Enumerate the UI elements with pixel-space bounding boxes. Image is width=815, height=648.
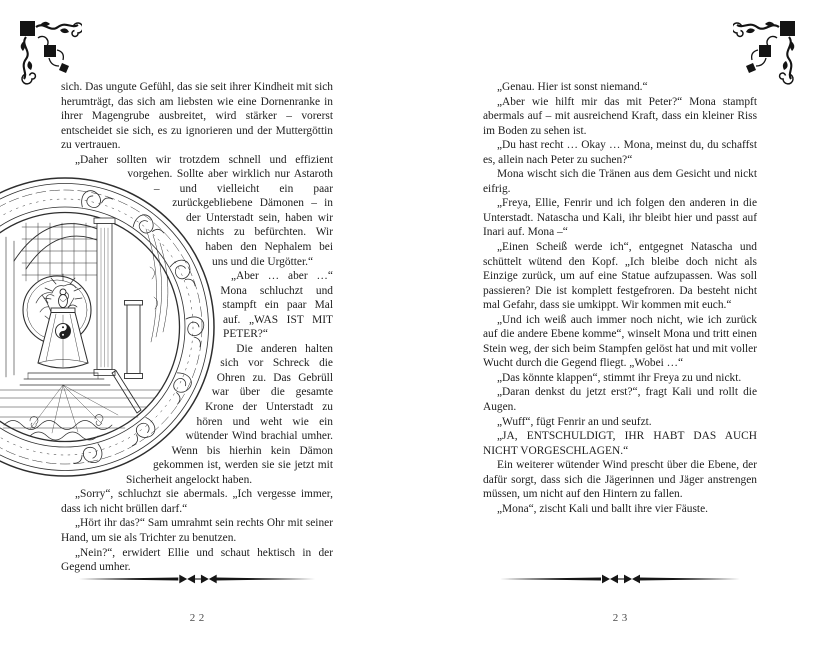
paragraph: „Nein?“, erwidert Ellie und schaut hektisch in der Gegend umher. (61, 546, 333, 574)
paragraph: „Sorry“, schluchzt sie abermals. „Ich vergesse immer, dass ich nicht brüllen darf.“ (61, 488, 333, 515)
page-number-left: 22 (189, 612, 208, 624)
paragraph: „Und ich weiß auch immer noch nicht, wie ich zurück auf die andere Ebene komme“, winselt Mona und tritt einen Stein weg, der sich beim Stampfen gelöst hat und mit voller Wucht durch die Gegend fliegt. „Wobei …“ (483, 313, 757, 370)
floral-corner-ornament-icon (733, 17, 799, 85)
paragraph: „Aber … aber …“ Mona schluchzt und stampft ein paar Mal auf. „WAS IST MIT PETER?“ (220, 270, 333, 341)
paragraph: Die anderen halten sich vor Schreck die Ohren zu. Das Gebrüll war über die gesamte Krone der Unterstadt zu hören und weht wie ein wütender Wind brachial umher. Wenn bis hierhin kein Dämon gekommen ist, werden sie sie jetzt mit Sicherheit angelockt haben. (125, 342, 333, 486)
paragraph: „Mona“, zischt Kali und ballt ihre vier Fäuste. (497, 502, 708, 515)
circular-temple-illustration (0, 177, 280, 492)
paragraph: „Hört ihr das?“ Sam umrahmt sein rechts Ohr mit seiner Hand, um sie als Trichter zu benutzen. (61, 517, 333, 544)
paragraph: „JA, ENTSCHULDIGT, IHR HABT DAS AUCH NICHT VORGESCHLAGEN.“ (483, 430, 757, 457)
page-number-right: 23 (612, 612, 631, 624)
paragraph: „Genau. Hier ist sonst niemand.“ (497, 81, 648, 93)
right-page-text-column (483, 80, 757, 516)
paragraph: „Wuff“, fügt Fenrir an und seufzt. (497, 415, 652, 428)
paragraph: Ein weiterer wütender Wind prescht über die Ebene, der dafür sorgt, dass sich die Jägerinnen und Jäger anstrengen müssen, um nicht auf den Hintern zu fallen. (483, 459, 757, 501)
paragraph: „Einen Scheiß werde ich“, entgegnet Natascha und schüttelt wütend den Kopf. „Ich bleibe doch nicht als Einzige zurück, um auf eine Statue aufzupassen. Was soll passieren? Die ist komplett festgefroren. Da besteht nicht mal Gefahr, dass sie umkippt. Wir kommen mit euch.“ (483, 241, 757, 312)
paragraph: „Freya, Ellie, Fenrir und ich folgen den anderen in die Unterstadt. Natascha und Kali, ihr bleibt hier und passt auf Inari auf. Mona –“ (483, 197, 757, 239)
paragraph: Mona wischt sich die Tränen aus dem Gesicht und nickt eifrig. (483, 168, 757, 195)
paragraph: „Daran denkst du jetzt erst?“, fragt Kali und rollt die Augen. (483, 386, 757, 414)
floral-corner-ornament-icon (16, 17, 82, 85)
paragraph: „Das könnte klappen“, stimmt ihr Freya zu und nickt. (497, 371, 742, 384)
section-divider-rule-icon (498, 571, 742, 587)
paragraph: „Aber wie hilft mir das mit Peter?“ Mona stampft abermals auf – mit ausreichend Kraft, dass ein kleiner Riss im Boden zu sehen ist. (483, 95, 757, 137)
left-page-text-column (61, 80, 333, 575)
paragraph: „Du hast recht … Okay … Mona, meinst du, du schaffst es, allein nach Peter zu suchen?“ (483, 139, 757, 166)
illustration-float (61, 80, 276, 492)
section-divider-rule-icon (77, 571, 317, 587)
paragraph: sich. Das ungute Gefühl, das sie seit ihrer Kindheit mit sich herumträgt, das sich am liebsten wie eine Dornenranke in ihrer Magengrube ausbreitet, wird stärker – vorerst entscheidet sie sich, es zu ignorieren und der Muttergöttin zu vertrauen. (61, 81, 333, 152)
paragraph: „Daher sollten wir trotzdem schnell und effizient vorgehen. Sollte aber wirklich nur Astaroth – und vielleicht ein paar zurückgebliebene Dämonen – in der Unterstadt sein, haben wir nichts zu befürchten. Wir haben den Nephalem bei uns und die Urgötter.“ (75, 153, 333, 268)
